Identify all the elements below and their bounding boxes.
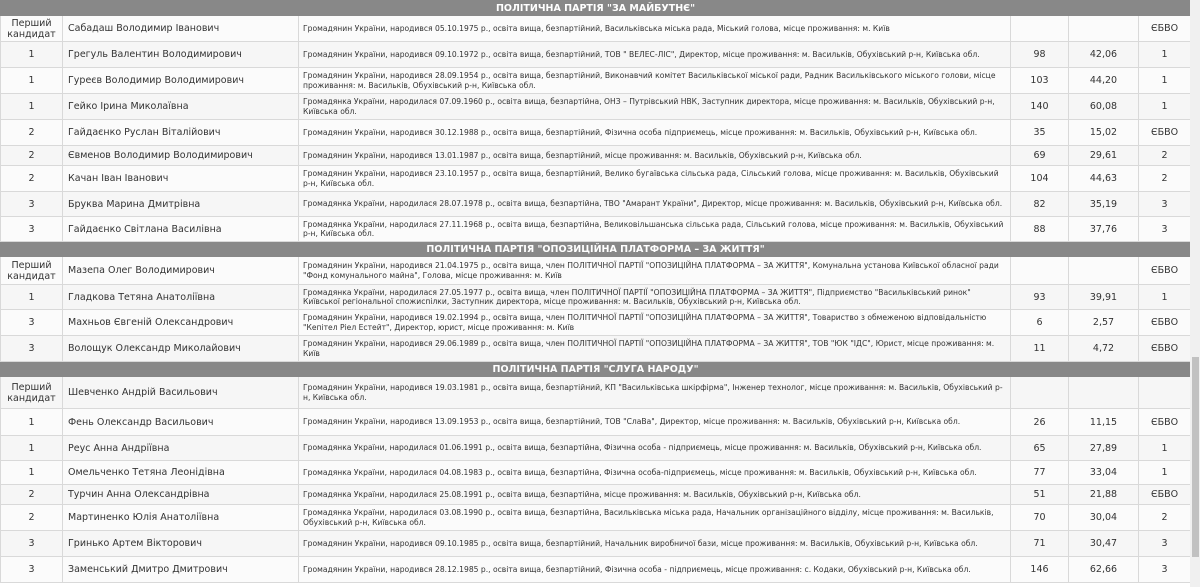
- candidate-name: Сабадаш Володимир Іванович: [63, 16, 299, 42]
- percent-cell: 30,04: [1069, 505, 1139, 531]
- candidate-bio: Громадянин України, народився 09.10.1972 р., освіта вища, безпартійний, ТОВ " ВЕЛЕС-ЛІС", Директор, місце проживання: м. Васильків, Обухівський р-н, Київська обл.: [299, 42, 1011, 68]
- candidate-bio: Громадянка України, народилася 27.11.1968 р., освіта вища, безпартійна, Великовільшанська сільська рада, Сільський голова, місце проживання: м. Васильків, Обухівський р-н, Київська обл.: [299, 217, 1011, 242]
- candidate-name: Омельченко Тетяна Леонідівна: [63, 461, 299, 485]
- candidate-row: [1, 285, 1191, 310]
- candidate-row: [1, 94, 1191, 120]
- rank-cell: 2: [1, 505, 63, 531]
- candidate-bio: Громадянка України, народилася 28.07.1978 р., освіта вища, безпартійна, ТВО "Амарант України", Директор, місце проживання: м. Васильків, Обухівський р-н, Київська обл.: [299, 192, 1011, 217]
- candidate-bio: Громадянка України, народилася 03.08.1990 р., освіта вища, безпартійна, Васильківська міська рада, Начальник організаційного відділу, місце проживання: м. Васильків, Обухівський р-н, Київська обл.: [299, 505, 1011, 531]
- candidate-row: [1, 461, 1191, 485]
- candidate-name: Фень Олександр Васильович: [63, 409, 299, 436]
- votes-cell: [1011, 16, 1069, 42]
- votes-cell: 146: [1011, 557, 1069, 583]
- rank-cell: 1: [1, 94, 63, 120]
- candidate-row: [1, 68, 1191, 94]
- percent-cell: [1069, 377, 1139, 409]
- candidate-row: [1, 505, 1191, 531]
- candidate-row: [1, 485, 1191, 505]
- candidate-name: Гейко Ірина Миколаївна: [63, 94, 299, 120]
- percent-cell: 44,63: [1069, 166, 1139, 192]
- votes-cell: 77: [1011, 461, 1069, 485]
- votes-cell: 70: [1011, 505, 1069, 531]
- candidate-bio: Громадянка України, народилася 27.05.1977 р., освіта вища, член ПОЛІТИЧНОЇ ПАРТІЇ "ОПОЗИЦІЙНА ПЛАТФОРМА – ЗА ЖИТТЯ", Підприємство "Васильківський ринок" Київської регіональної спожиспілки, Заступник директора, місце проживання: м. Васильків, Обухівський р-н, Київська обл.: [299, 285, 1011, 310]
- candidate-name: Гайдаєнко Світлана Василівна: [63, 217, 299, 242]
- rank-cell: 3: [1, 531, 63, 557]
- percent-cell: [1069, 16, 1139, 42]
- candidate-name: Реус Анна Андріївна: [63, 436, 299, 461]
- candidate-row: [1, 257, 1191, 285]
- result-cell: 1: [1139, 94, 1191, 120]
- votes-cell: 65: [1011, 436, 1069, 461]
- rank-cell: 1: [1, 42, 63, 68]
- rank-cell: 3: [1, 336, 63, 362]
- votes-cell: 103: [1011, 68, 1069, 94]
- candidate-name: Мазепа Олег Володимирович: [63, 257, 299, 285]
- rank-cell: 3: [1, 557, 63, 583]
- votes-cell: 82: [1011, 192, 1069, 217]
- candidate-name: Гайдаєнко Руслан Віталійович: [63, 120, 299, 146]
- percent-cell: 29,61: [1069, 146, 1139, 166]
- rank-cell: 1: [1, 461, 63, 485]
- rank-cell: Перший кандидат: [1, 257, 63, 285]
- result-cell: [1139, 377, 1191, 409]
- candidate-name: Мартиненко Юлія Анатоліївна: [63, 505, 299, 531]
- party-title: ПОЛІТИЧНА ПАРТІЯ "СЛУГА НАРОДУ": [1, 362, 1191, 377]
- percent-cell: 42,06: [1069, 42, 1139, 68]
- candidate-name: Турчин Анна Олександрівна: [63, 485, 299, 505]
- candidate-name: Гринько Артем Вікторович: [63, 531, 299, 557]
- result-cell: ЄБВО: [1139, 310, 1191, 336]
- candidate-bio: Громадянин України, народився 13.09.1953 р., освіта вища, безпартійний, ТОВ "СлаВа", Директор, місце проживання: м. Васильків, Обухівський р-н, Київська обл.: [299, 409, 1011, 436]
- percent-cell: 37,76: [1069, 217, 1139, 242]
- result-cell: ЄБВО: [1139, 16, 1191, 42]
- rank-cell: 2: [1, 120, 63, 146]
- result-cell: 3: [1139, 217, 1191, 242]
- candidate-row: [1, 217, 1191, 242]
- candidate-row: [1, 146, 1191, 166]
- votes-cell: 69: [1011, 146, 1069, 166]
- scrollbar-thumb[interactable]: [1192, 357, 1199, 557]
- result-cell: 2: [1139, 505, 1191, 531]
- result-cell: 3: [1139, 531, 1191, 557]
- rank-cell: Перший кандидат: [1, 16, 63, 42]
- result-cell: ЄБВО: [1139, 485, 1191, 505]
- votes-cell: [1011, 377, 1069, 409]
- candidate-bio: Громадянин України, народився 19.03.1981 р., освіта вища, безпартійний, КП "Васильківська шкірфірма", Інженер технолог, місце проживання: м. Васильків, Обухівський р-н, Київська обл.: [299, 377, 1011, 409]
- candidate-bio: Громадянин України, народився 23.10.1957 р., освіта вища, безпартійний, Велико бугаївська сільська рада, Сільський голова, місце проживання: м. Васильків, Обухівський р-н, Київська обл.: [299, 166, 1011, 192]
- votes-cell: 93: [1011, 285, 1069, 310]
- result-cell: 3: [1139, 192, 1191, 217]
- candidate-row: [1, 336, 1191, 362]
- percent-cell: 2,57: [1069, 310, 1139, 336]
- candidate-name: Качан Іван Іванович: [63, 166, 299, 192]
- rank-cell: 2: [1, 485, 63, 505]
- candidate-bio: Громадянин України, народився 29.06.1989 р., освіта вища, член ПОЛІТИЧНОЇ ПАРТІЇ "ОПОЗИЦІЙНА ПЛАТФОРМА – ЗА ЖИТТЯ", ТОВ "ЮК "ІДС", Юрист, місце проживання: м. Київ: [299, 336, 1011, 362]
- result-cell: 2: [1139, 166, 1191, 192]
- result-cell: 2: [1139, 146, 1191, 166]
- percent-cell: 4,72: [1069, 336, 1139, 362]
- percent-cell: [1069, 257, 1139, 285]
- votes-cell: 88: [1011, 217, 1069, 242]
- result-cell: 1: [1139, 42, 1191, 68]
- percent-cell: 60,08: [1069, 94, 1139, 120]
- candidate-name: Шевченко Андрій Васильович: [63, 377, 299, 409]
- percent-cell: 21,88: [1069, 485, 1139, 505]
- result-cell: ЄБВО: [1139, 120, 1191, 146]
- result-cell: 1: [1139, 285, 1191, 310]
- candidate-row: [1, 310, 1191, 336]
- candidate-bio: Громадянин України, народився 19.02.1994 р., освіта вища, член ПОЛІТИЧНОЇ ПАРТІЇ "ОПОЗИЦІЙНА ПЛАТФОРМА – ЗА ЖИТТЯ", Товариство з обмеженою відповідальністю "Кепітел Ріел Естейт", Директор, юрист, місце проживання: м. Київ: [299, 310, 1011, 336]
- rank-cell: 3: [1, 310, 63, 336]
- candidate-name: Гладкова Тетяна Анатоліївна: [63, 285, 299, 310]
- candidate-name: Заменський Дмитро Дмитрович: [63, 557, 299, 583]
- candidate-bio: Громадянин України, народився 28.12.1985 р., освіта вища, безпартійний, Фізична особа - підприємець, місце проживання: с. Кодаки, Обухівський р-н, Київська обл.: [299, 557, 1011, 583]
- candidate-name: Волощук Олександр Миколайович: [63, 336, 299, 362]
- result-cell: ЄБВО: [1139, 409, 1191, 436]
- candidate-row: [1, 192, 1191, 217]
- votes-cell: 140: [1011, 94, 1069, 120]
- candidate-row: [1, 120, 1191, 146]
- percent-cell: 39,91: [1069, 285, 1139, 310]
- candidate-bio: Громадянин України, народився 21.04.1975 р., освіта вища, член ПОЛІТИЧНОЇ ПАРТІЇ "ОПОЗИЦІЙНА ПЛАТФОРМА – ЗА ЖИТТЯ", Комунальна установа Київської обласної ради "Фонд комунального майна", Голова, місце проживання: м. Київ: [299, 257, 1011, 285]
- percent-cell: 62,66: [1069, 557, 1139, 583]
- candidate-row: [1, 409, 1191, 436]
- result-cell: 1: [1139, 461, 1191, 485]
- candidate-row: [1, 166, 1191, 192]
- candidate-row: [1, 557, 1191, 583]
- percent-cell: 30,47: [1069, 531, 1139, 557]
- votes-cell: 11: [1011, 336, 1069, 362]
- candidate-bio: Громадянин України, народився 09.10.1985 р., освіта вища, безпартійний, Начальник виробничої бази, місце проживання: м. Васильків, Обухівський р-н, Київська обл.: [299, 531, 1011, 557]
- votes-cell: 104: [1011, 166, 1069, 192]
- candidate-bio: Громадянка України, народилася 04.08.1983 р., освіта вища, безпартійна, Фізична особа-підприємець, місце проживання: м. Васильків, Обухівський р-н, Київська обл.: [299, 461, 1011, 485]
- party-header-row: [1, 362, 1191, 377]
- party-title: ПОЛІТИЧНА ПАРТІЯ "ЗА МАЙБУТНЄ": [1, 1, 1191, 16]
- rank-cell: 1: [1, 68, 63, 94]
- rank-cell: 1: [1, 436, 63, 461]
- rank-cell: 3: [1, 192, 63, 217]
- candidate-row: [1, 16, 1191, 42]
- votes-cell: 26: [1011, 409, 1069, 436]
- candidates-table-body: [1, 1, 1191, 583]
- vertical-scrollbar[interactable]: [1190, 0, 1200, 587]
- votes-cell: [1011, 257, 1069, 285]
- candidate-name: Махньов Євгеній Олександрович: [63, 310, 299, 336]
- rank-cell: Перший кандидат: [1, 377, 63, 409]
- rank-cell: 2: [1, 166, 63, 192]
- party-header-row: [1, 1, 1191, 16]
- candidate-bio: Громадянка України, народилася 25.08.1991 р., освіта вища, безпартійна, місце проживання: м. Васильків, Обухівський р-н, Київська обл.: [299, 485, 1011, 505]
- candidate-name: Євменов Володимир Володимирович: [63, 146, 299, 166]
- votes-cell: 71: [1011, 531, 1069, 557]
- candidate-name: Бруква Марина Дмитрівна: [63, 192, 299, 217]
- result-cell: ЄБВО: [1139, 257, 1191, 285]
- candidate-bio: Громадянин України, народився 28.09.1954 р., освіта вища, безпартійний, Виконавчий комітет Васильківської міської ради, Радник Васильківського міського голови, місце проживання: м. Васильків, Обухівський р-н, Київська обл.: [299, 68, 1011, 94]
- percent-cell: 33,04: [1069, 461, 1139, 485]
- candidate-bio: Громадянка України, народилася 07.09.1960 р., освіта вища, безпартійна, ОНЗ – Путрівський НВК, Заступник директора, місце проживання: м. Васильків, Обухівський р-н, Київська обл.: [299, 94, 1011, 120]
- candidate-row: [1, 531, 1191, 557]
- candidate-row: [1, 377, 1191, 409]
- rank-cell: 1: [1, 285, 63, 310]
- result-cell: 1: [1139, 68, 1191, 94]
- candidate-bio: Громадянин України, народився 30.12.1988 р., освіта вища, безпартійний, Фізична особа підприємець, місце проживання: м. Васильків, Обухівський р-н, Київська обл.: [299, 120, 1011, 146]
- percent-cell: 27,89: [1069, 436, 1139, 461]
- candidate-row: [1, 42, 1191, 68]
- percent-cell: 11,15: [1069, 409, 1139, 436]
- votes-cell: 98: [1011, 42, 1069, 68]
- votes-cell: 6: [1011, 310, 1069, 336]
- candidate-bio: Громадянин України, народився 13.01.1987 р., освіта вища, безпартійний, місце проживання: м. Васильків, Обухівський р-н, Київська обл.: [299, 146, 1011, 166]
- percent-cell: 44,20: [1069, 68, 1139, 94]
- votes-cell: 51: [1011, 485, 1069, 505]
- party-header-row: [1, 242, 1191, 257]
- votes-cell: 35: [1011, 120, 1069, 146]
- candidate-bio: Громадянин України, народився 05.10.1975 р., освіта вища, безпартійний, Васильківська міська рада, Міський голова, місце проживання: м. Київ: [299, 16, 1011, 42]
- candidate-name: Гуреєв Володимир Володимирович: [63, 68, 299, 94]
- result-cell: ЄБВО: [1139, 336, 1191, 362]
- candidate-row: [1, 436, 1191, 461]
- percent-cell: 15,02: [1069, 120, 1139, 146]
- rank-cell: 1: [1, 409, 63, 436]
- candidate-bio: Громадянка України, народилася 01.06.1991 р., освіта вища, безпартійна, Фізична особа - підприємець, місце проживання: м. Васильків, Обухівський р-н, Київська обл.: [299, 436, 1011, 461]
- party-title: ПОЛІТИЧНА ПАРТІЯ "ОПОЗИЦІЙНА ПЛАТФОРМА – ЗА ЖИТТЯ": [1, 242, 1191, 257]
- percent-cell: 35,19: [1069, 192, 1139, 217]
- result-cell: 1: [1139, 436, 1191, 461]
- candidate-name: Грегуль Валентин Володимирович: [63, 42, 299, 68]
- rank-cell: 3: [1, 217, 63, 242]
- result-cell: 3: [1139, 557, 1191, 583]
- rank-cell: 2: [1, 146, 63, 166]
